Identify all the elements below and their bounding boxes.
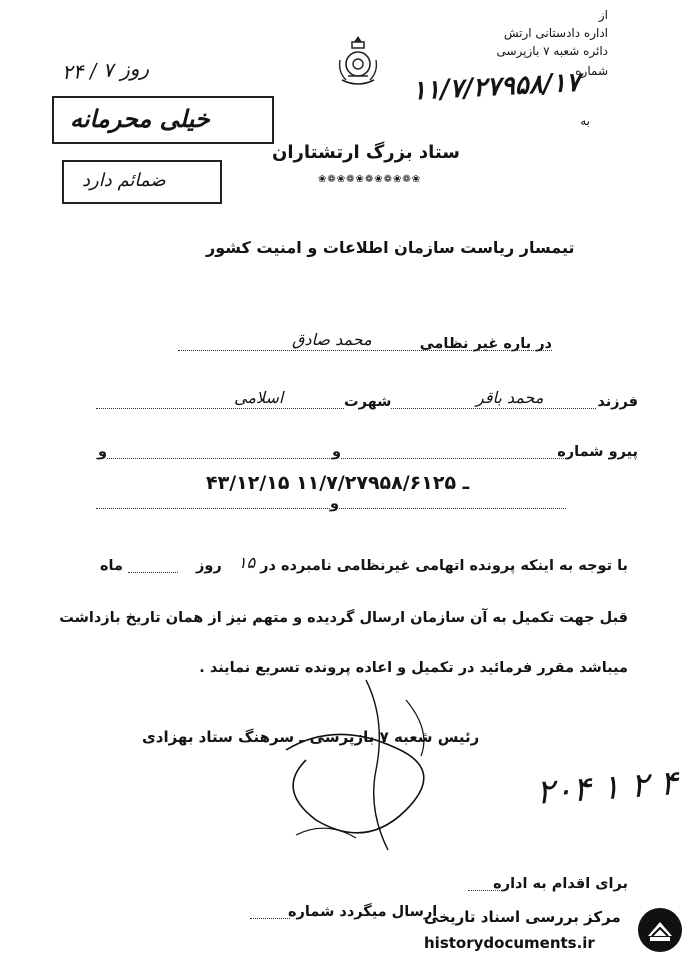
recipient-title: تیمسار ریاست سازمان اطلاعات و امنیت کشور [206,238,575,257]
subject-name: محمد صادق [292,330,372,349]
lion-and-sun-emblem-icon [334,34,382,90]
secret-stamp [52,96,274,144]
from-line1: اداره دادستانی ارتش [503,26,608,40]
followup-dots [96,458,566,459]
footer-dots [468,890,506,891]
body-line1-count: ۱۵ [238,553,256,572]
book-logo-icon [636,906,684,954]
footer-action-mid: ارسال میگردد شماره [288,904,438,920]
footer-action-start: برای اقدام به اداره [493,876,628,892]
subject-dots [178,350,552,351]
father-name: محمد باقر [476,388,544,407]
surname-label: شهرت [344,394,392,410]
sender-ornament: ❀❁❀❁❀❁❀❁❀❁❀ [318,174,422,185]
body-line1-a: با توجه به اینکه پرونده اتهامی غیرنظامی نامبرده در [260,558,628,574]
handwritten-number: ۲۰۴ ۱ ۲ ۴ [534,763,680,813]
body-line1-dots [128,572,178,573]
followup-label: پیرو شماره [557,444,638,460]
followup-reference: ۴۳/۱۲/۱۵ ـ ۱۱/۷/۲۷۹۵۸/۶۱۲۵ [206,472,470,494]
surname-value: اسلامی [234,388,284,407]
secret-label: خیلی محرمانه [70,104,210,133]
body-line1-c: ماه [100,558,123,574]
subject-label: در باره غیر نظامی [419,336,552,352]
number-label: شماره [575,64,608,78]
sender-title: ستاد بزرگ ارتشتاران [272,142,460,163]
watermark-line1: مرکز بررسی اسناد تاریخی [424,908,621,926]
father-label: فرزند [597,394,638,410]
body-line1-b: روز [196,558,222,574]
body-line2: قبل جهت تکمیل به آن سازمان ارسال گردیده و متهم نیز از همان تاریخ بازداشت [59,610,628,626]
followup-and-1: و [98,444,108,460]
watermark-line2: historydocuments.ir [424,934,595,952]
signature-line: رئیس شعبه ۷ بازپرسی ـ سرهنگ ستاد بهزادی [142,728,480,746]
annex-stamp [62,160,222,204]
body-line3: میباشد مقرر فرمائید در تکمیل و اعاده پرونده تسریع نمایند . [199,660,628,676]
stamp-day-line: روز ۷ / ۲۴ [61,55,150,85]
annex-label: ضمائم دارد [82,170,166,191]
from-label: از [598,8,608,22]
followup-and-2: و [332,444,342,460]
to-label: به [580,114,590,128]
handwritten-signature [256,660,476,860]
followup-and-3: و [330,496,340,512]
letter-number: ۱۱/۷/۲۷۹۵۸/۱۷ [411,67,581,107]
footer-number-dots [250,918,290,919]
from-line2: دائره شعبه ۷ بازپرسی [496,44,608,58]
